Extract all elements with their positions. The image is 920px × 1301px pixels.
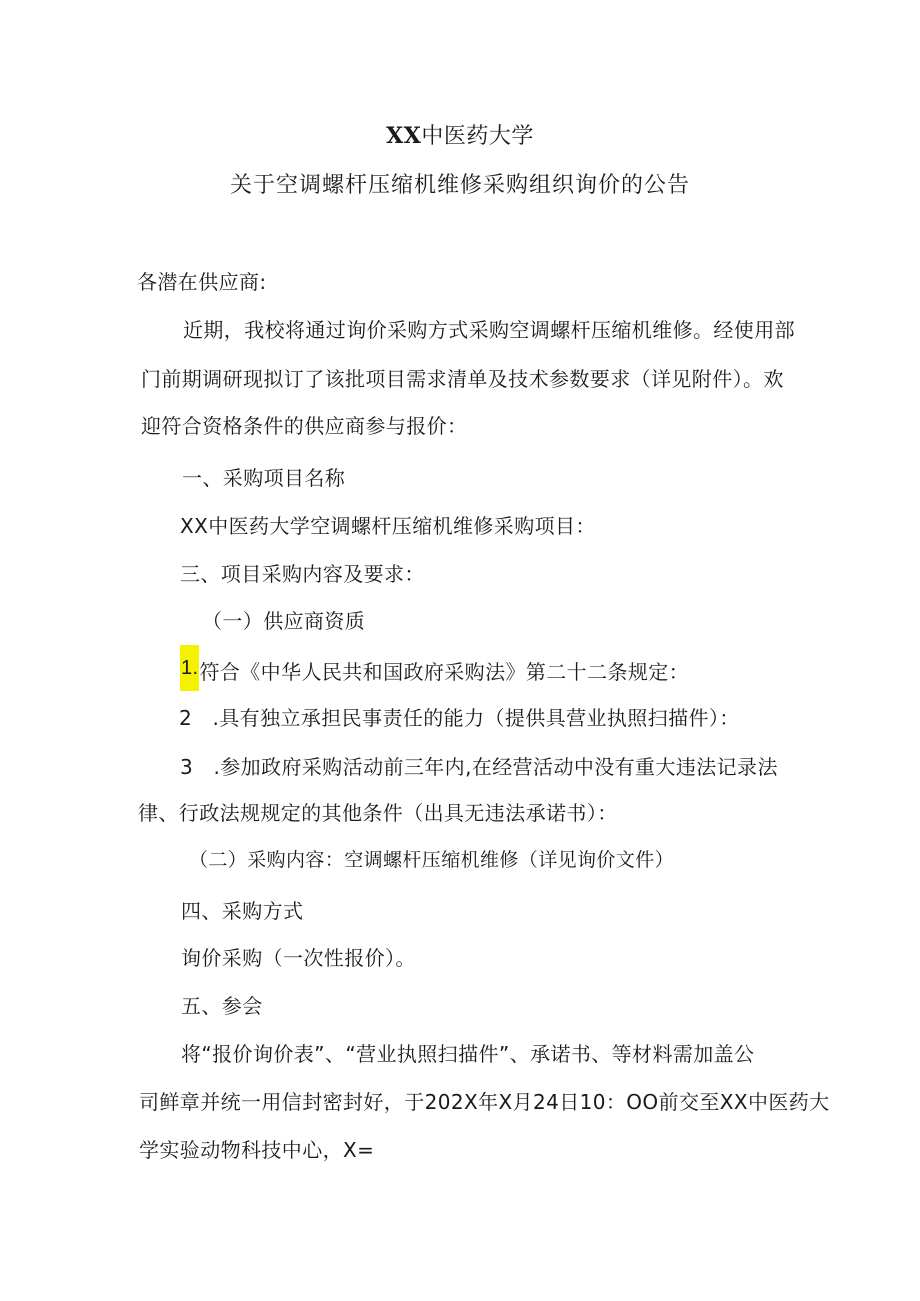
- highlighted-number: 1.: [180, 645, 199, 691]
- section-1-text: XX中医药大学空调螺杆压缩机维修采购项目：: [180, 514, 596, 538]
- requirement-1: [180, 656, 689, 691]
- subsection-2-text: （二）采购内容：空调螺杆压缩机维修（详见询价文件）: [189, 849, 675, 871]
- title-university: 中医药大学: [421, 124, 534, 149]
- intro-line-2: 门前期调研现拟订了该批项目需求清单及技术参数要求（详见附件）。欢: [141, 367, 784, 391]
- section-3-heading: 三、项目采购内容及要求：: [180, 562, 425, 586]
- requirement-2: 2 .具有独立承担民事责任的能力（提供具营业执照扫描件）：: [179, 706, 740, 730]
- salutation: 各潜在供应商:: [137, 270, 267, 294]
- title-prefix: XX: [386, 123, 422, 149]
- requirement-3-line-2: 律、行政法规规定的其他条件（出具无违法承诺书）：: [138, 801, 618, 825]
- intro-line-3: 迎符合资格条件的供应商参与报价：: [141, 414, 468, 438]
- intro-line-1: 近期，我校将通过询价采购方式采购空调螺杆压缩机维修。经使用部: [183, 318, 795, 342]
- subsection-1-heading: （一）供应商资质: [202, 609, 366, 633]
- section-5-line-3: 学实验动物科技中心，X=: [139, 1138, 375, 1162]
- section-4-heading: 四、采购方式: [181, 899, 304, 923]
- requirement-1-text: 符合《中华人民共和国政府采购法》第二十二条规定：: [199, 660, 690, 684]
- section-5-line-1: 将“报价询价表”、“营业执照扫描件”、承诺书、等材料需加盖公: [181, 1042, 755, 1066]
- section-4-text: 询价采购（一次性报价）。: [181, 946, 416, 970]
- document-subtitle: 关于空调螺杆压缩机维修采购组织询价的公告: [229, 173, 690, 198]
- section-5-heading: 五、参会: [181, 994, 263, 1018]
- requirement-3-line-1: 3 .参加政府采购活动前三年内,在经营活动中没有重大违法记录法: [180, 755, 778, 779]
- section-5-line-2: 司鲜章并统一用信封密封好，于202X年X月24日10：OO前交至XX中医药大: [139, 1090, 830, 1114]
- section-1-heading: 一、采购项目名称: [182, 466, 346, 490]
- document-title: [0, 124, 920, 149]
